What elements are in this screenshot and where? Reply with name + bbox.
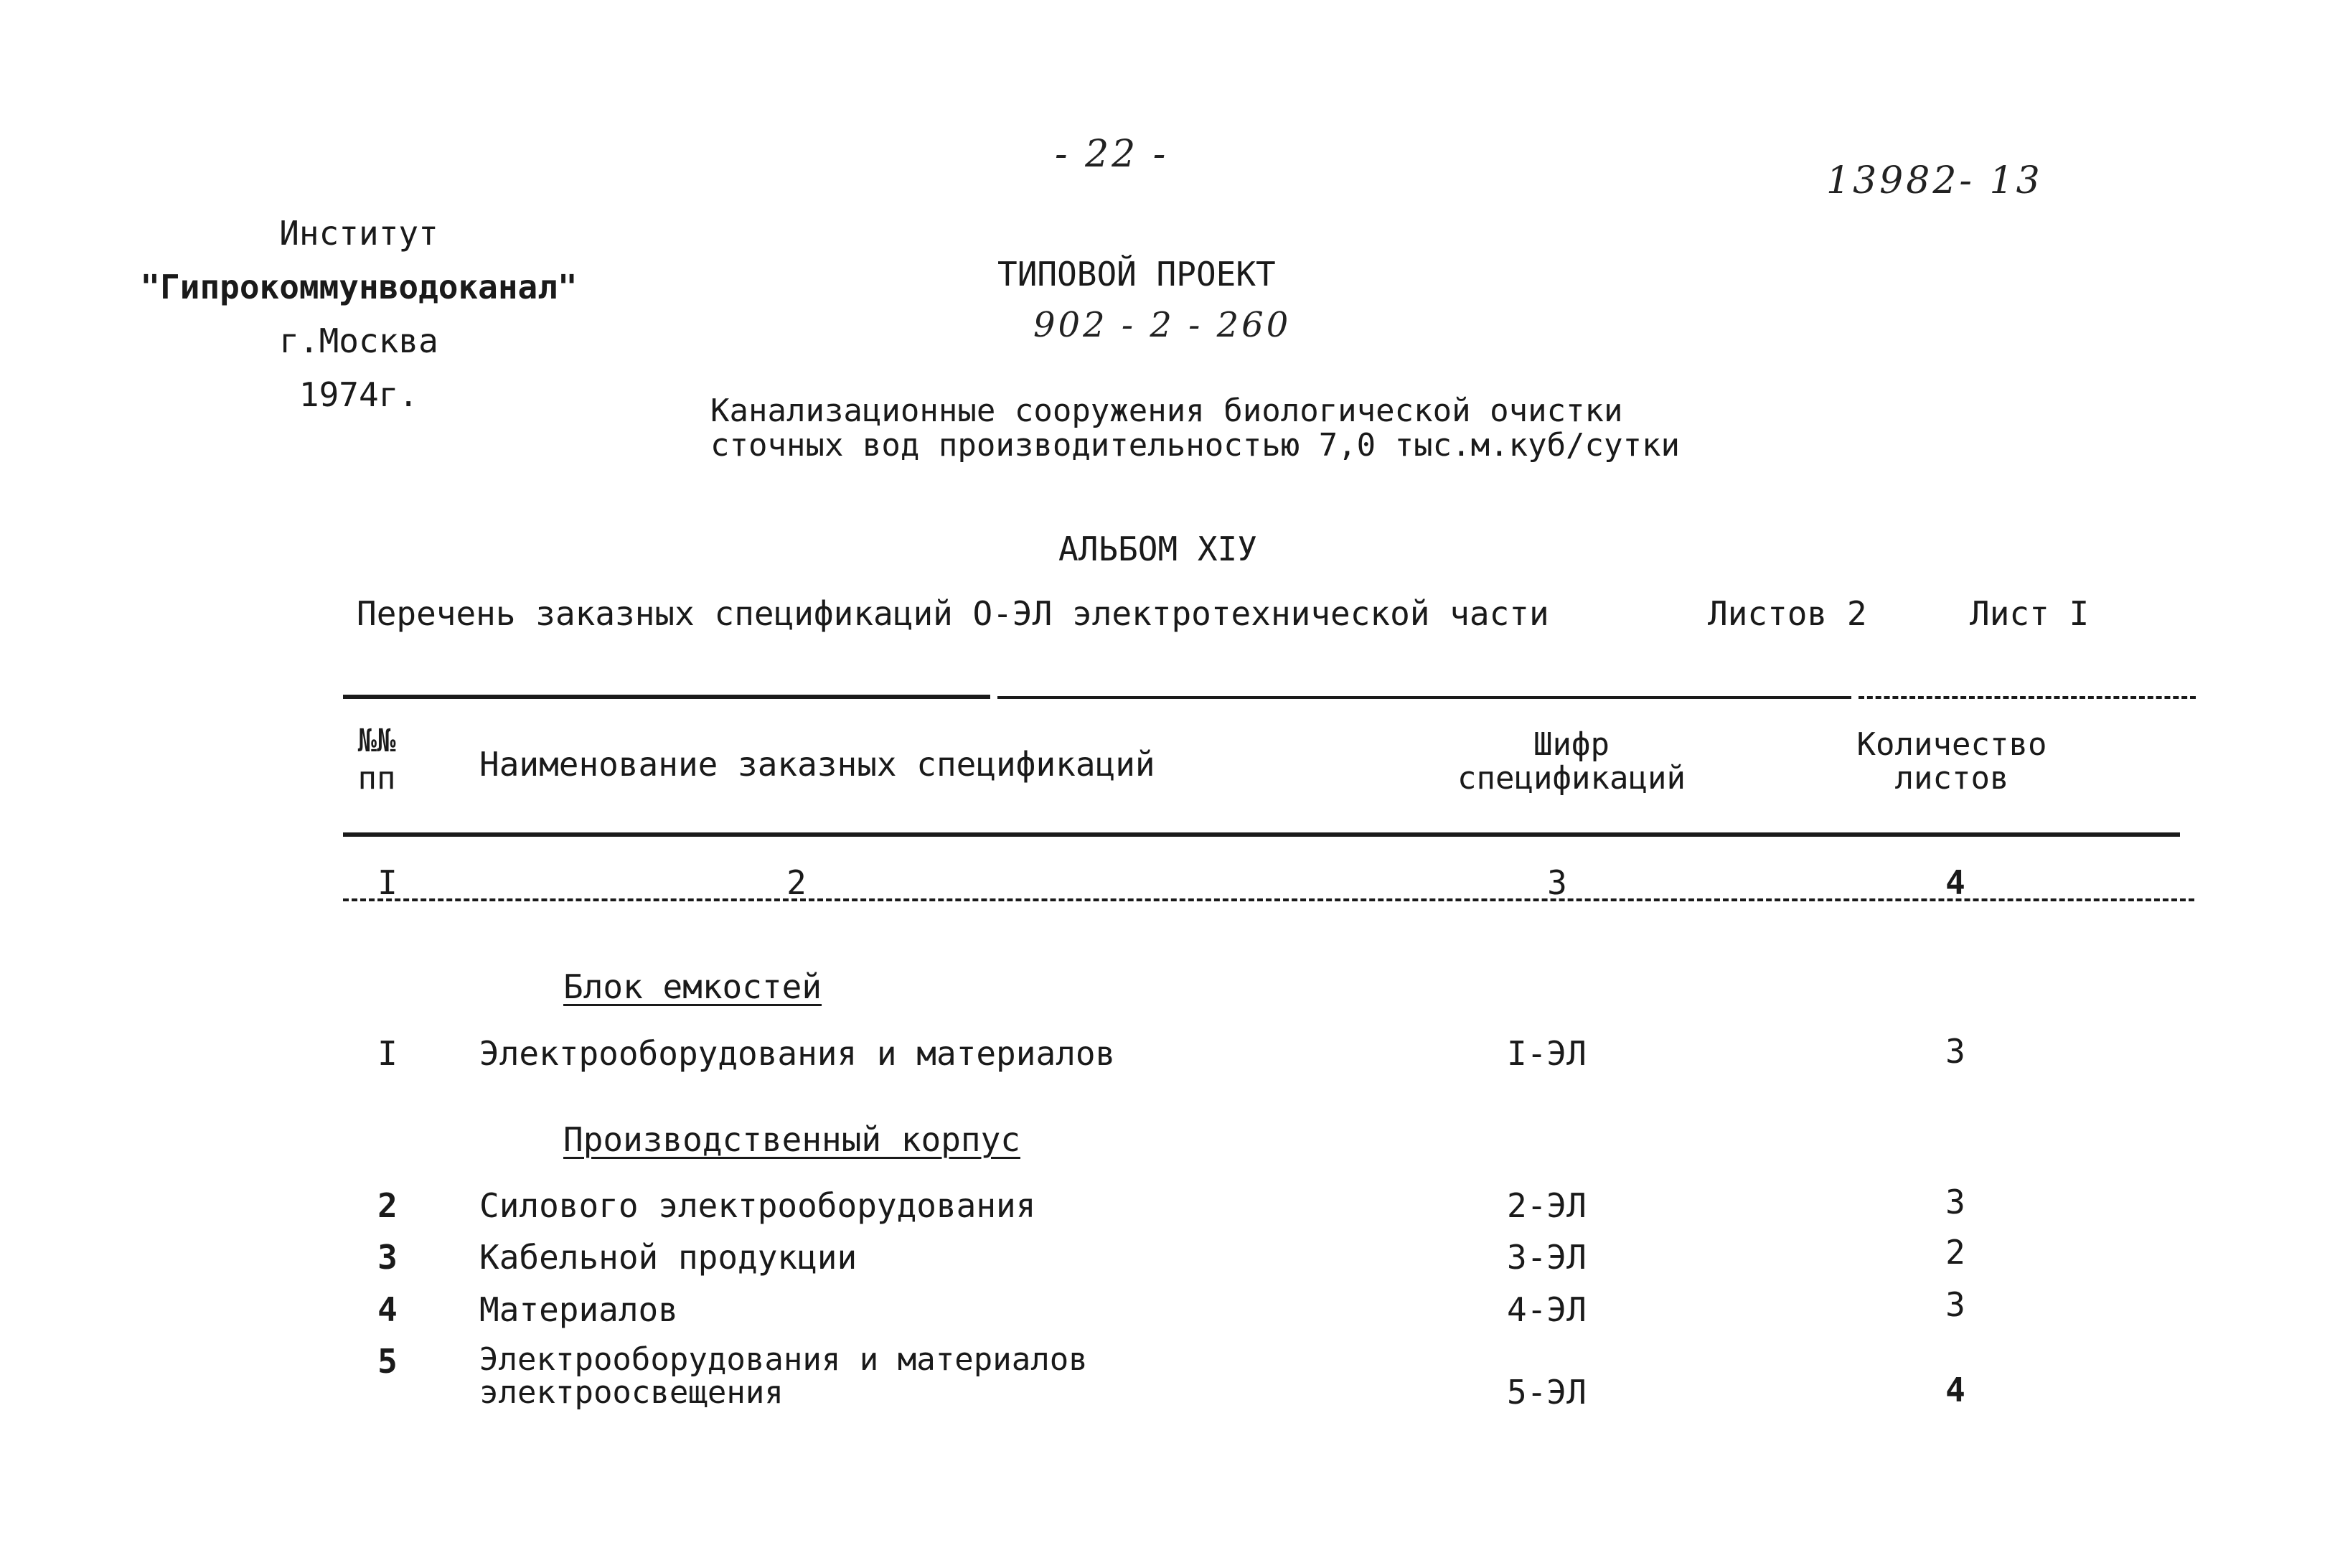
row-code: 5-ЭЛ [1507, 1373, 1587, 1412]
sheets-total: Листов 2 [1708, 594, 1867, 633]
header-qty-line1: Количество [1856, 726, 2047, 763]
column-number-4: 4 [1945, 863, 1965, 902]
institute-year: 1974г. [299, 375, 419, 414]
institute-name: Институт [279, 214, 438, 253]
row-quantity: 2 [1945, 1233, 1965, 1272]
header-name: Наименование заказных спецификаций [479, 745, 1155, 784]
column-number-rule [343, 898, 2194, 901]
row-name: Материалов [479, 1290, 678, 1329]
header-qty-line2: листов [1894, 760, 2009, 797]
project-code: 902 - 2 - 260 [1033, 305, 1292, 345]
row-name: Электрооборудования и материалов [479, 1341, 1088, 1378]
table-header-rule [343, 832, 2180, 837]
album-title: АЛЬБОМ XIУ [1058, 530, 1257, 568]
sheet-current: Лист I [1970, 594, 2090, 633]
header-code-line1: Шифр [1533, 726, 1610, 763]
row-code: 4-ЭЛ [1507, 1290, 1587, 1329]
list-title: Перечень заказных спецификаций О-ЭЛ электротехнической части [357, 594, 1549, 633]
row-code: I-ЭЛ [1507, 1034, 1587, 1073]
column-number-1: I [377, 863, 398, 902]
section-title: Блок емкостей [563, 967, 822, 1006]
institute-city: г.Москва [279, 321, 438, 360]
project-label: ТИПОВОЙ ПРОЕКТ [997, 255, 1276, 294]
table-top-rule-mid [997, 696, 1851, 699]
document-code: 13982- 13 [1826, 159, 2043, 202]
section-title: Производственный корпус [563, 1120, 1020, 1159]
table-top-rule-right [1859, 696, 2196, 699]
institute-org: "Гипрокоммунводоканал" [140, 268, 578, 306]
row-quantity: 3 [1945, 1183, 1965, 1221]
row-name: Кабельной продукции [479, 1238, 857, 1277]
header-num-line2: пп [357, 760, 396, 797]
column-number-2: 2 [786, 863, 807, 902]
header-num-line1: №№ [357, 723, 396, 759]
row-code: 2-ЭЛ [1507, 1186, 1587, 1225]
row-number: 2 [377, 1186, 398, 1225]
header-code-line2: спецификаций [1457, 760, 1686, 797]
row-name: Электрооборудования и материалов [479, 1034, 1116, 1073]
page-number: - 22 - [1055, 133, 1169, 176]
row-quantity: 4 [1945, 1371, 1965, 1409]
column-number-3: 3 [1547, 863, 1567, 902]
row-quantity: 3 [1945, 1285, 1965, 1324]
row-number: I [377, 1034, 398, 1073]
project-description-line2: сточных вод производительностью 7,0 тыс.м.куб/сутки [710, 427, 1681, 464]
table-top-rule-left [343, 695, 990, 699]
row-number: 3 [377, 1238, 398, 1277]
row-number: 4 [377, 1290, 398, 1329]
row-name-continued: электроосвещения [479, 1374, 784, 1411]
row-quantity: 3 [1945, 1032, 1965, 1071]
row-code: 3-ЭЛ [1507, 1238, 1587, 1277]
row-name: Силового электрооборудования [479, 1186, 1036, 1225]
project-description-line1: Канализационные сооружения биологической очистки [710, 393, 1623, 429]
row-number: 5 [377, 1342, 398, 1381]
